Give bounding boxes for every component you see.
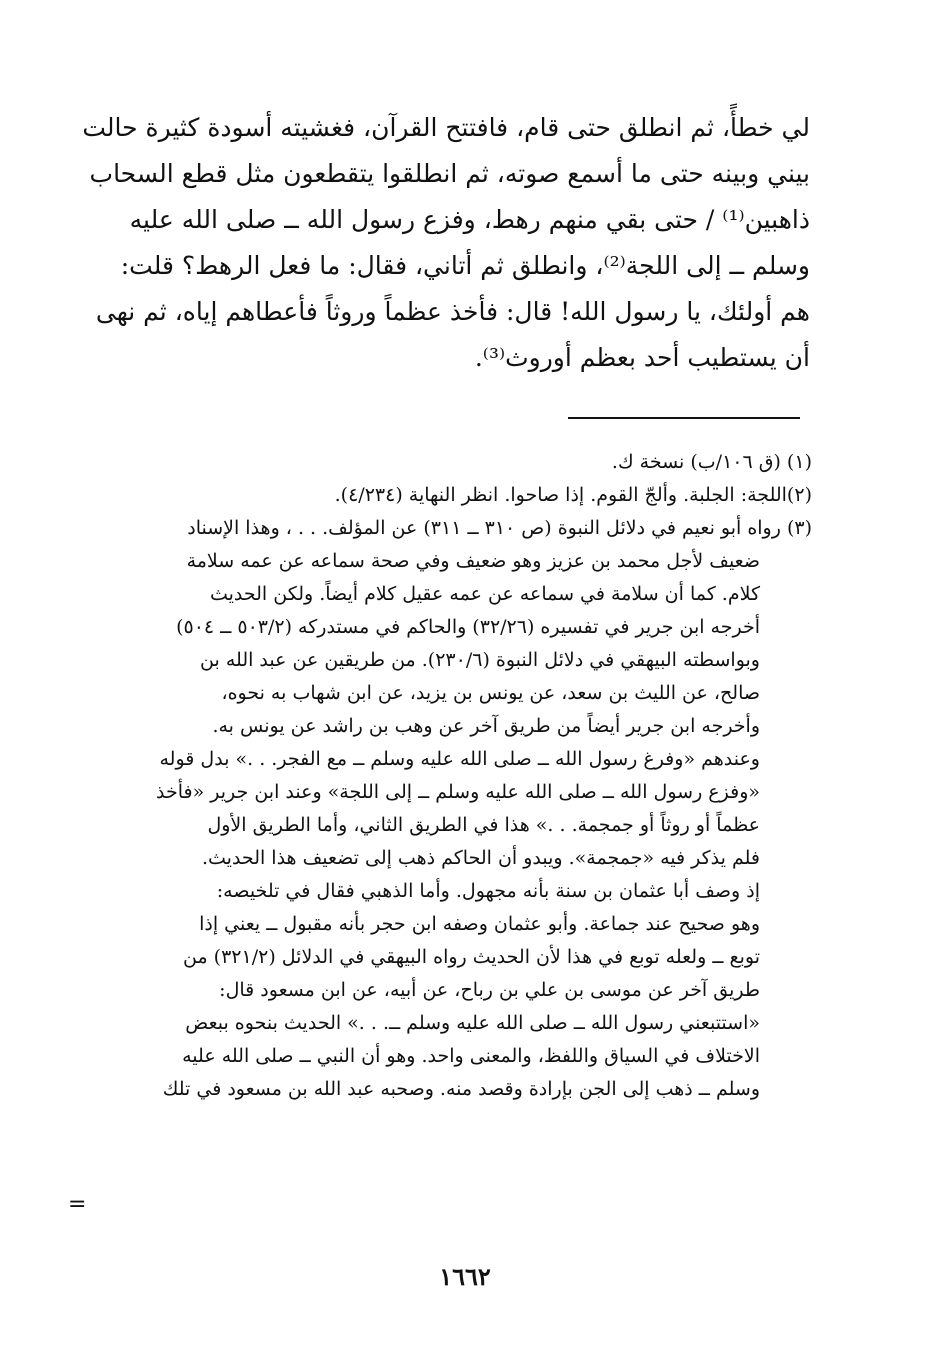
footnote-3-line: وأخرجه ابن جرير أيضاً من طريق آخر عن وهب بن راشد عن يونس به. (212, 715, 760, 737)
footnote-3-line: توبع ــ ولعله توبع في هذا لأن الحديث رواه البيهقي في الدلائل (٣٢١/٢) من (183, 946, 760, 968)
footnote-separator (568, 417, 800, 419)
main-text-block (82, 105, 810, 381)
main-text-line: أن يستطيب أحد بعظم أوروث⁽³⁾. (474, 343, 810, 372)
footnote-3-line: وسلم ــ ذهب إلى الجن بإرادة وقصد منه. وصحبه عبد الله بن مسعود في تلك (162, 1078, 760, 1100)
page-number: ١٦٦٢ (439, 1262, 491, 1291)
footnote-3-line: الاختلاف في السياق واللفظ، والمعنى واحد. وهو أن النبي ــ صلى الله عليه (182, 1045, 760, 1067)
footnote-3-line: وعندهم «وفرغ رسول الله ــ صلى الله عليه وسلم ــ مع الفجر. . .» بدل قوله (159, 748, 760, 770)
footnote-3-line: ضعيف لأجل محمد بن عزيز وهو ضعيف وفي صحة سماعه عن عمه سلامة (186, 550, 760, 572)
footnote-3-line: كلام. كما أن سلامة في سماعه عن عمه عقيل كلام أيضاً. ولكن الحديث (209, 583, 760, 605)
footnote-3-line: فلم يذكر فيه «جمجمة». ويبدو أن الحاكم ذهب إلى تضعيف هذا الحديث. (201, 847, 760, 869)
footnote-1: (١) (ق ١٠٦/ب) نسخة ك. (611, 451, 812, 473)
main-text-line: لي خطأً، ثم انطلق حتى قام، فافتتح القرآن، فغشيته أسودة كثيرة حالت (82, 113, 810, 142)
footnotes-block (112, 446, 812, 1106)
footnote-3-line: طريق آخر عن موسى بن علي بن رباح، عن أبيه، عن ابن مسعود قال: (219, 979, 760, 1001)
continuation-mark: = (68, 1192, 87, 1217)
footnote-3-first-line: (٣) رواه أبو نعيم في دلائل النبوة (ص ٣١٠ ــ ٣١١) عن المؤلف. . . ، وهذا الإسناد (187, 517, 812, 539)
main-text-line: ذاهبين⁽¹⁾ / حتى بقي منهم رهط، وفزع رسول الله ــ صلى الله عليه (129, 205, 810, 234)
main-text-line: هم أولئك، يا رسول الله! قال: فأخذ عظماً وروثاً فأعطاهم إياه، ثم نهى (95, 297, 810, 326)
footnote-3-line: إذ وصف أبا عثمان بن سنة بأنه مجهول. وأما الذهبي فقال في تلخيصه: (216, 880, 760, 902)
footnote-3-line: صالح، عن الليث بن سعد، عن يونس بن يزيد، عن ابن شهاب به نحوه، (221, 682, 760, 704)
footnote-3-line: «استتبعني رسول الله ــ صلى الله عليه وسلم ــ. . .» الحديث بنحوه ببعض (185, 1012, 760, 1034)
footnote-3-line: وهو صحيح عند جماعة. وأبو عثمان وصفه ابن حجر بأنه مقبول ــ يعني إذا (199, 913, 760, 935)
footnote-3-line: عظماً أو روثاً أو جمجمة. . .» هذا في الطريق الثاني، وأما الطريق الأول (207, 814, 760, 836)
footnote-3-line: «وفزع رسول الله ــ صلى الله عليه وسلم ــ إلى اللجة» وعند ابن جرير «فأخذ (156, 781, 760, 803)
footnote-2: (٢)اللجة: الجلبة. وألجّ القوم. إذا صاحوا. انظر النهاية (٤/٢٣٤). (334, 484, 812, 506)
footnote-3-line: وبواسطته البيهقي في دلائل النبوة (٢٣٠/٦). من طريقين عن عبد الله بن (200, 649, 760, 671)
footnote-3-line: أخرجه ابن جرير في تفسيره (٣٢/٢٦) والحاكم في مستدركه (٥٠٣/٢ ــ ٥٠٤) (176, 616, 760, 638)
main-text-line: بيني وبينه حتى ما أسمع صوته، ثم انطلقوا يتقطعون مثل قطع السحاب (89, 159, 810, 188)
main-text-line: وسلم ــ إلى اللجة⁽²⁾، وانطلق ثم أتاني، فقال: ما فعل الرهط؟ قلت: (120, 251, 810, 280)
